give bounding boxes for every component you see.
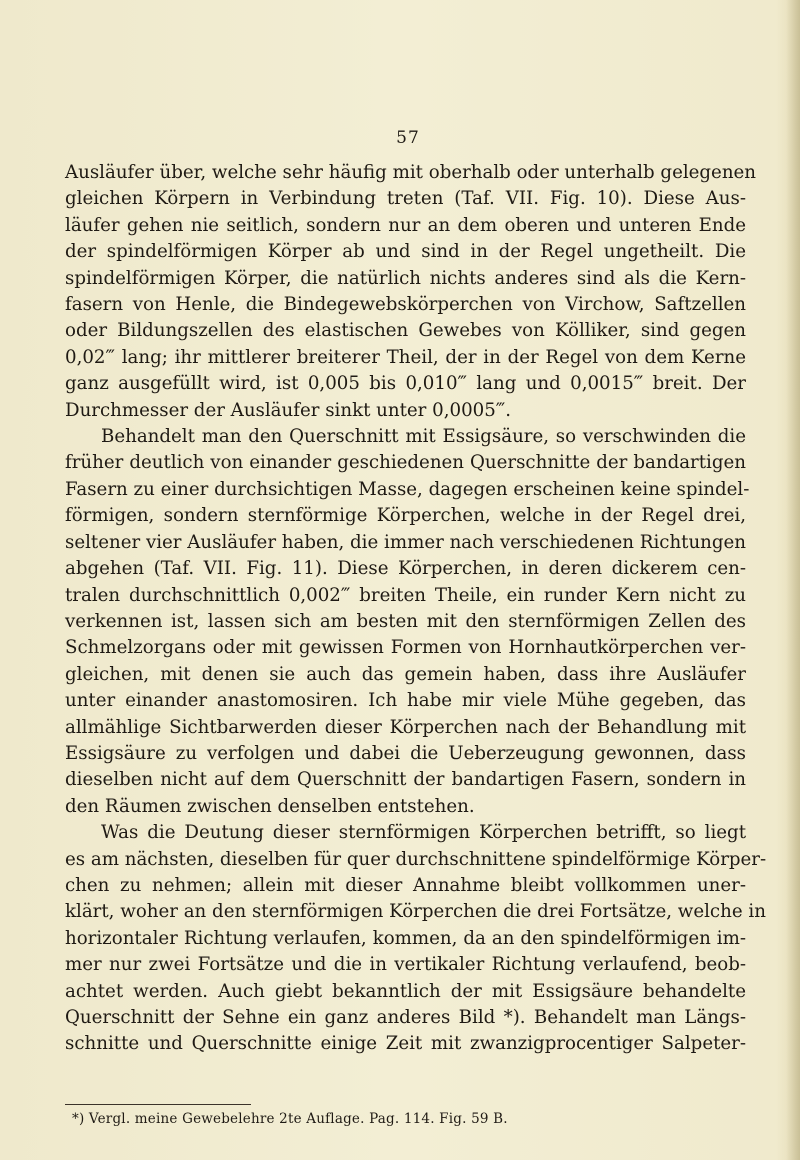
text-line: schnitte und Querschnitte einige Zeit mit zwanzigprocentiger Salpeter- (65, 1033, 746, 1055)
text-line: abgehen (Taf. VII. Fig. 11). Diese Körperchen, in deren dickerem cen- (65, 558, 746, 580)
text-line: dieselben nicht auf dem Querschnitt der bandartigen Fasern, sondern in (65, 769, 746, 791)
text-line: oder Bildungszellen des elastischen Gewebes von Kölliker, sind gegen (65, 320, 746, 342)
text-line: es am nächsten, dieselben für quer durchschnittene spindelförmige Körper- (65, 848, 767, 870)
text-line: läufer gehen nie seitlich, sondern nur an dem oberen und unteren Ende (65, 214, 746, 236)
text-line: ganz ausgefüllt wird, ist 0,005 bis 0,010‴ lang und 0,0015‴ breit. Der (65, 373, 746, 395)
page-number: 57 (396, 128, 420, 148)
text-line: mer nur zwei Fortsätze und die in vertikaler Richtung verlaufend, beob- (65, 954, 746, 976)
text-line: Durchmesser der Ausläufer sinkt unter 0,0005‴. (65, 399, 512, 421)
text-line: fasern von Henle, die Bindegewebskörperchen von Virchow, Saftzellen (65, 294, 746, 316)
footnote-divider (65, 1104, 251, 1105)
text-line: spindelförmigen Körper, die natürlich nichts anderes sind als die Kern- (65, 267, 746, 289)
text-line: verkennen ist, lassen sich am besten mit den sternförmigen Zellen des (65, 610, 746, 632)
text-line: 0,02‴ lang; ihr mittlerer breiterer Theil, der in der Regel von dem Kerne (65, 346, 746, 368)
text-line: den Räumen zwischen denselben entstehen. (65, 795, 475, 817)
text-line: horizontaler Richtung verlaufen, kommen, da an den spindelförmigen im- (65, 927, 746, 949)
text-line: allmählige Sichtbarwerden dieser Körperchen nach der Behandlung mit (65, 716, 746, 738)
text-line: Behandelt man den Querschnitt mit Essigsäure, so verschwinden die (101, 426, 746, 448)
text-line: klärt, woher an den sternförmigen Körperchen die drei Fortsätze, welche in (65, 901, 766, 923)
text-line: der spindelförmigen Körper ab und sind in der Regel ungetheilt. Die (65, 241, 746, 263)
text-line: chen zu nehmen; allein mit dieser Annahme bleibt vollkommen uner- (65, 874, 746, 896)
text-line: unter einander anastomosiren. Ich habe mir viele Mühe gegeben, das (65, 690, 746, 712)
text-line: Querschnitt der Sehne ein ganz anderes Bild *). Behandelt man Längs- (65, 1007, 746, 1028)
text-line: Ausläufer über, welche sehr häufig mit oberhalb oder unterhalb gelegenen (65, 162, 757, 183)
text-line: gleichen, mit denen sie auch das gemein haben, dass ihre Ausläufer (65, 663, 746, 685)
text-line: förmigen, sondern sternförmige Körperchen, welche in der Regel drei, (65, 505, 746, 527)
body-text (65, 160, 767, 1058)
footnote: *) Vergl. meine Gewebelehre 2te Auflage. Pag. 114. Fig. 59 B. (72, 1111, 508, 1127)
text-line: gleichen Körpern in Verbindung treten (Taf. VII. Fig. 10). Diese Aus- (65, 188, 746, 210)
text-line: Schmelzorgans oder mit gewissen Formen von Hornhautkörperchen ver- (65, 637, 746, 659)
text-line: tralen durchschnittlich 0,002‴ breiten Theile, ein runder Kern nicht zu (65, 584, 746, 606)
text-line: früher deutlich von einander geschiedenen Querschnitte der bandartigen (65, 452, 746, 474)
page-edge-shadow (786, 0, 800, 1160)
text-line: achtet werden. Auch giebt bekanntlich der mit Essigsäure behandelte (65, 980, 746, 1002)
text-line: Was die Deutung dieser sternförmigen Körperchen betrifft, so liegt (101, 822, 746, 844)
text-line: Fasern zu einer durchsichtigen Masse, dagegen erscheinen keine spindel- (65, 478, 750, 500)
text-line: Essigsäure zu verfolgen und dabei die Ueberzeugung gewonnen, dass (65, 742, 746, 764)
text-line: seltener vier Ausläufer haben, die immer nach verschiedenen Richtungen (65, 531, 747, 553)
